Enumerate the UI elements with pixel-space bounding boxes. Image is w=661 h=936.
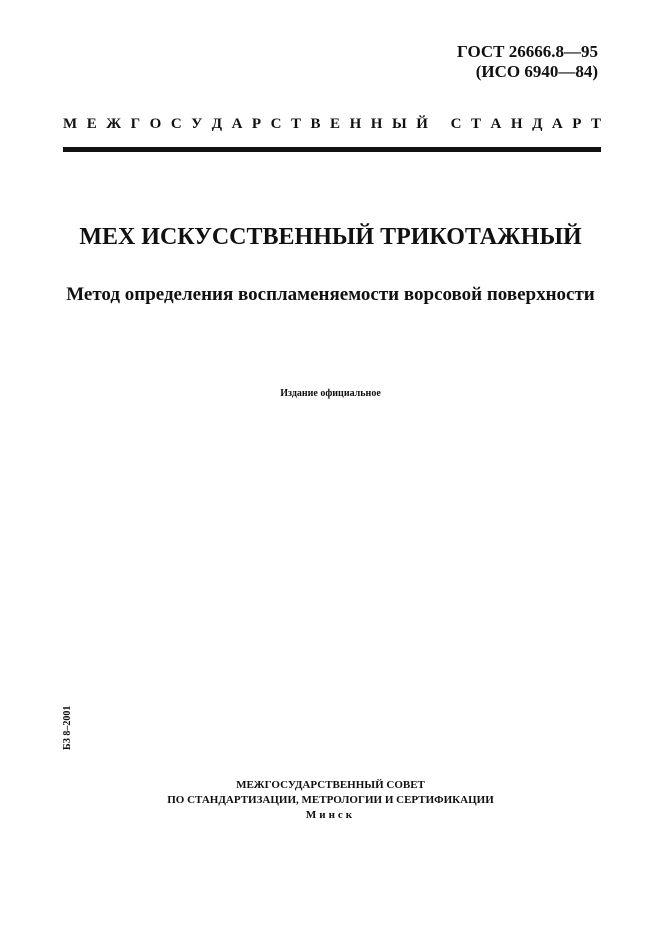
heading-letter: Р xyxy=(251,116,262,132)
document-title: МЕХ ИСКУССТВЕННЫЙ ТРИКОТАЖНЫЙ xyxy=(79,224,582,250)
publisher-line-2: ПО СТАНДАРТИЗАЦИИ, МЕТРОЛОГИИ И СЕРТИФИКАЦИИ xyxy=(167,794,494,806)
heading-letter: Ж xyxy=(106,116,122,132)
publisher-city: Минск xyxy=(305,809,356,821)
heading-letter: Р xyxy=(572,116,582,132)
heading-letter: Й xyxy=(416,116,428,132)
iso-number: (ИСО 6940—84) xyxy=(475,62,598,81)
edition-note: Издание официальное xyxy=(280,388,381,399)
heading-letter: А xyxy=(490,116,502,132)
heading-letter: Н xyxy=(510,116,523,132)
heading-letter: Т xyxy=(471,116,482,132)
heading-letter: О xyxy=(149,116,162,132)
heading-letter: Е xyxy=(330,116,341,132)
document-subtitle: Метод определения воспламеняемости ворсовой поверхности xyxy=(66,284,595,305)
heading-letter: А xyxy=(551,116,563,132)
heading-letter: Н xyxy=(370,116,383,132)
heading-letter: С xyxy=(450,116,462,132)
standard-type-heading xyxy=(63,116,601,133)
heading-letter: Т xyxy=(590,116,601,132)
heading-letter: Т xyxy=(290,116,301,132)
heading-letter: Е xyxy=(86,116,97,132)
heading-rule xyxy=(63,147,601,152)
heading-gap xyxy=(437,116,441,133)
heading-letter: А xyxy=(231,116,243,132)
gost-number: ГОСТ 26666.8—95 xyxy=(457,42,598,61)
heading-letter: Г xyxy=(130,116,141,132)
heading-letter: С xyxy=(270,116,282,132)
side-code: БЗ 8–2001 xyxy=(62,705,73,750)
heading-letter: Д xyxy=(532,116,543,132)
heading-letter: Ы xyxy=(391,116,407,132)
publisher-line-1: МЕЖГОСУДАРСТВЕННЫЙ СОВЕТ xyxy=(236,779,425,791)
heading-letter: М xyxy=(63,116,78,132)
heading-letter: С xyxy=(170,116,182,132)
heading-letter: Н xyxy=(349,116,362,132)
publisher-block xyxy=(0,778,661,823)
heading-letter: В xyxy=(310,116,321,132)
standard-code-block xyxy=(457,42,598,82)
heading-letter: У xyxy=(191,116,203,132)
heading-letter: Д xyxy=(211,116,223,132)
